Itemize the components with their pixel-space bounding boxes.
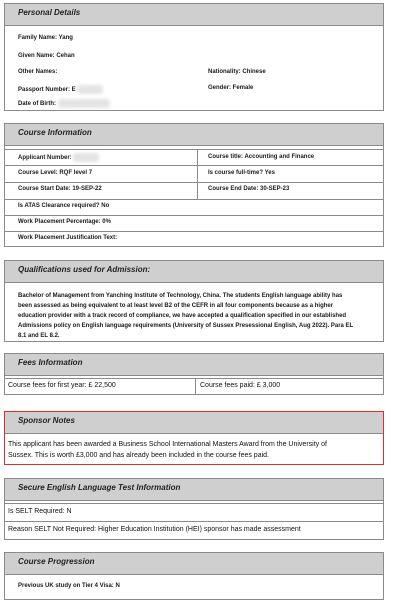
sponsor-notes-line: This applicant has been awarded a Business School International Masters Award from the University of	[8, 441, 327, 448]
given-name: Given Name: Cehan	[18, 53, 75, 59]
selt-required: Is SELT Required: N	[8, 508, 72, 515]
column-divider	[197, 149, 198, 199]
divider	[5, 503, 383, 504]
fees-information-card	[4, 353, 384, 395]
divider	[5, 149, 383, 150]
qualifications-text	[18, 291, 380, 341]
course-progression-card	[4, 552, 384, 600]
personal-details-title: Personal Details	[5, 4, 383, 26]
atas-clearance: Is ATAS Clearance required? No	[18, 203, 110, 209]
course-title: Course title: Accounting and Finance	[208, 154, 315, 160]
redacted-dob	[58, 99, 110, 108]
divider	[5, 231, 383, 232]
fees-first-year: Course fees for first year: £ 22,500	[8, 382, 116, 389]
course-level: Course Level: RQF level 7	[18, 170, 93, 176]
gender: Gender: Female	[208, 85, 254, 91]
previous-uk-study: Previous UK study on Tier 4 Visa: N	[18, 583, 120, 589]
divider	[5, 521, 383, 522]
selt-information-title: Secure English Language Test Information	[5, 479, 383, 501]
qualifications-line: been assessed as being equivalent to at least level B2 of the CEFR in all four components because as a higher	[18, 303, 334, 309]
fees-paid: Course fees paid: £ 3,000	[200, 382, 281, 389]
course-information-title: Course Information	[5, 124, 383, 146]
applicant-number	[18, 153, 99, 162]
qualifications-line: 8.1 and EL 8.2.	[18, 333, 60, 339]
family-name: Family Name: Yang	[18, 35, 73, 41]
passport-number	[18, 85, 103, 94]
qualifications-line: Admissions policy on English language requirements (University of Sussex Presessional English, Aug 2022). Para EL	[18, 323, 354, 329]
passport-number-label: Passport Number: E	[18, 87, 76, 94]
qualifications-title: Qualifications used for Admission:	[5, 261, 383, 283]
redacted-passport	[77, 85, 103, 94]
sponsor-notes-text	[8, 439, 382, 461]
fees-information-title: Fees Information	[5, 354, 383, 376]
divider	[5, 165, 383, 166]
selt-reason: Reason SELT Not Required: Higher Education Institution (HEI) sponsor has made assessment	[8, 526, 301, 533]
course-progression-title: Course Progression	[5, 553, 383, 575]
course-information-card	[4, 123, 384, 247]
personal-details-card	[4, 3, 384, 111]
date-of-birth	[18, 99, 110, 108]
qualifications-line: Bachelor of Management from Yanching Institute of Technology, China. The students English language ability has	[18, 293, 343, 299]
course-end-date: Course End Date: 30-SEP-23	[208, 186, 290, 192]
work-placement-justification: Work Placement Justification Text:	[18, 235, 118, 241]
divider	[5, 378, 383, 379]
divider	[5, 199, 383, 200]
divider	[5, 215, 383, 216]
applicant-number-label: Applicant Number:	[18, 155, 72, 162]
redacted-applicant-number	[73, 153, 99, 162]
selt-information-card	[4, 478, 384, 540]
course-full-time: Is course full-time? Yes	[208, 170, 275, 176]
other-names: Other Names:	[18, 69, 58, 75]
qualifications-line: education provider with a track record of compliance, we have accepted a qualification specified in our established	[18, 313, 347, 319]
column-divider	[195, 378, 196, 395]
sponsor-notes-title: Sponsor Notes	[5, 412, 383, 434]
course-start-date: Course Start Date: 19-SEP-22	[18, 186, 102, 192]
sponsor-notes-card	[4, 411, 384, 465]
qualifications-card	[4, 260, 384, 342]
date-of-birth-label: Date of Birth:	[18, 101, 56, 108]
sponsor-notes-line: Sussex. This is worth £3,000 and has already been included in the course fees paid.	[8, 452, 269, 459]
work-placement-percentage: Work Placement Percentage: 0%	[18, 219, 111, 225]
nationality: Nationality: Chinese	[208, 69, 266, 75]
divider	[5, 182, 383, 183]
